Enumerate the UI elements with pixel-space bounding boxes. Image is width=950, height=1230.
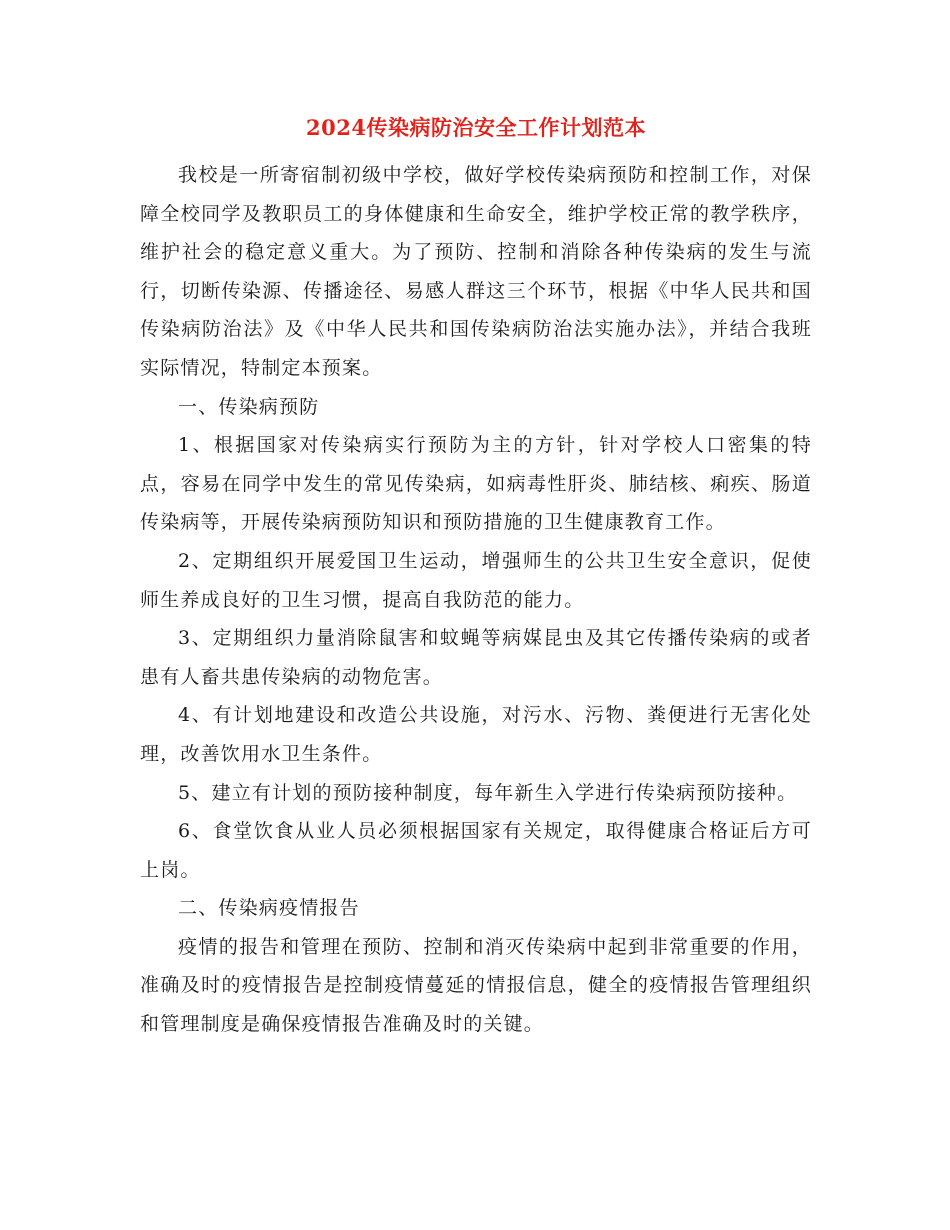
prevention-item-1: 1、根据国家对传染病实行预防为主的方针，针对学校人口密集的特点，容易在同学中发生的常见传染病，如病毒性肝炎、肺结核、痢疾、肠道传染病等，开展传染病预防知识和预防措施的卫生健康教育工作。 (140, 434, 812, 534)
document-page (140, 112, 812, 1044)
document-title: 2024传染病防治安全工作计划范本 (306, 115, 646, 140)
prevention-item-4: 4、有计划地建设和改造公共设施，对污水、污物、粪便进行无害化处理，改善饮用水卫生条件。 (140, 704, 812, 765)
section-heading-prevention: 一、传染病预防 (178, 395, 320, 418)
prevention-item-3: 3、定期组织力量消除鼠害和蚊蝇等病媒昆虫及其它传播传染病的或者患有人畜共患传染病的动物危害。 (140, 627, 812, 688)
intro-paragraph: 我校是一所寄宿制初级中学校，做好学校传染病预防和控制工作，对保障全校同学及教职员工的身体健康和生命安全，维护学校正常的教学秩序，维护社会的稳定意义重大。为了预防、控制和消除各种传染病的发生与流行，切断传染源、传播途径、易感人群这三个环节，根据《中华人民共和国传染病防治法》及《中华人民共和国传染病防治法实施办法》，并结合我班实际情况，特制定本预案。 (140, 164, 812, 379)
prevention-item-2: 2、定期组织开展爱国卫生运动，增强师生的公共卫生安全意识，促使师生养成良好的卫生习惯，提高自我防范的能力。 (140, 549, 812, 611)
section-heading-reporting: 二、传染病疫情报告 (178, 897, 360, 920)
prevention-item-6: 6、食堂饮食从业人员必须根据国家有关规定，取得健康合格证后方可上岗。 (140, 820, 812, 881)
reporting-paragraph: 疫情的报告和管理在预防、控制和消灭传染病中起到非常重要的作用，准确及时的疫情报告是控制疫情蔓延的情报信息，健全的疫情报告管理组织和管理制度是确保疫情报告准确及时的关键。 (140, 935, 812, 1036)
prevention-item-5: 5、建立有计划的预防接种制度，每年新生入学进行传染病预防接种。 (178, 781, 798, 804)
